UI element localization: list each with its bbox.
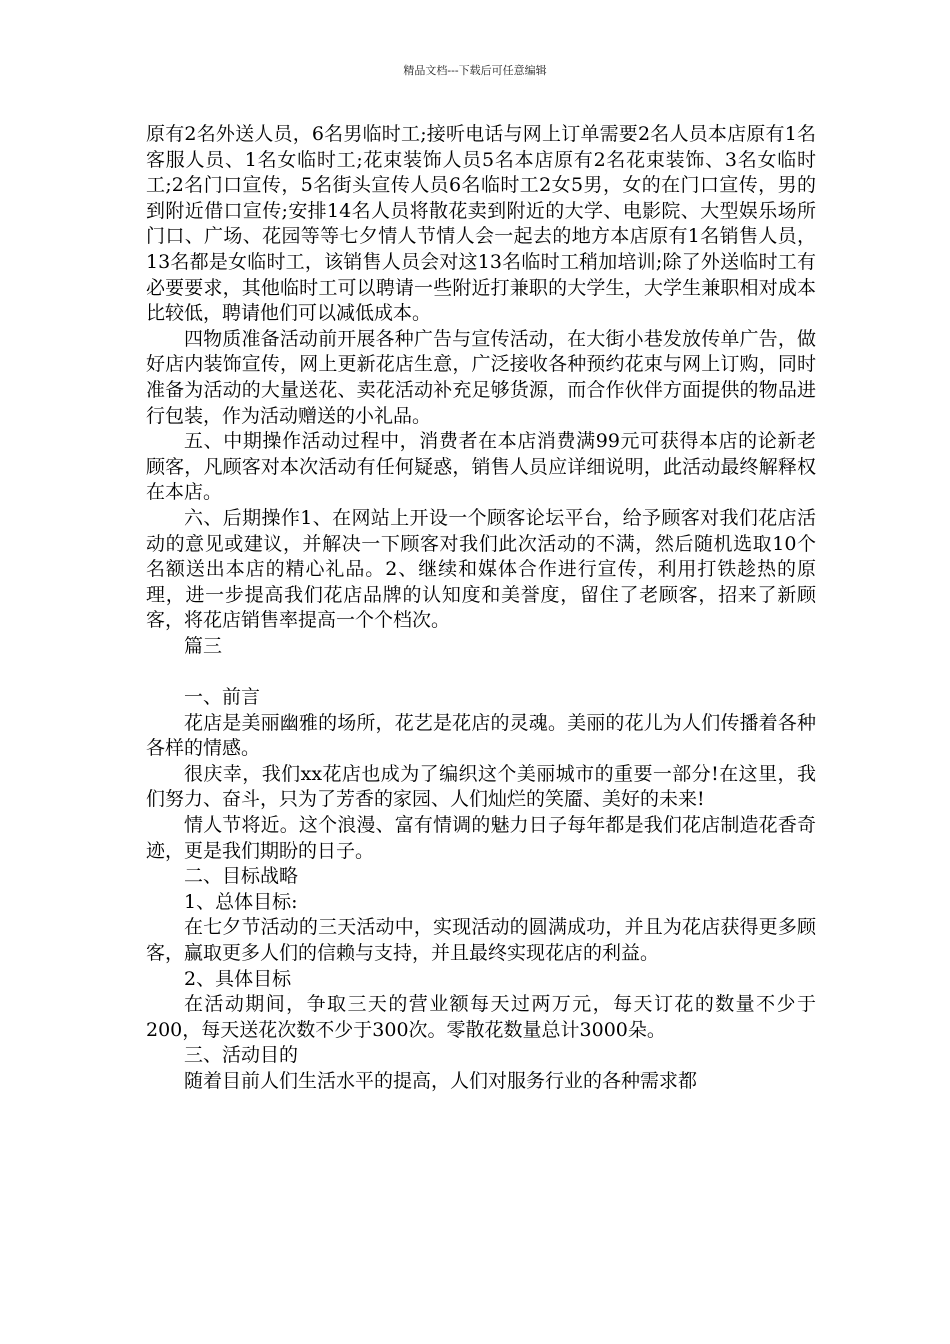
paragraph: 情人节将近。这个浪漫、富有情调的魅力日子每年都是我们花店制造花香奇迹，更是我们期盼的日子。 [146, 814, 816, 862]
paragraph: 篇三 [184, 634, 223, 657]
paragraph-spacer [146, 659, 816, 685]
paragraph: 一、前言 [184, 686, 261, 709]
paragraph: 随着目前人们生活水平的提高，人们对服务行业的各种需求都 [184, 1069, 698, 1092]
paragraph: 原有2名外送人员，6名男临时工;接听电话与网上订单需要2名人员本店原有1名客服人员、1名女临时工;花束装饰人员5名本店原有2名花束装饰、3名女临时工;2名门口宣传，5名街头宣传人员6名临时工2女5男，女的在门口宣传，男的到附近借口宣传;安排14名人员将散花卖到附近的大学、电影院、大型娱乐场所门口、广场、花园等等七夕情人节情人会一起去的地方本店原有1名销售人员，13名都是女临时工，该销售人员会对这13名临时工稍加培训;除了外送临时工有必要要求，其他临时工可以聘请一些附近打兼职的大学生，大学生兼职相对成本比较低，聘请他们可以减低成本。 [146, 123, 816, 325]
paragraph: 在活动期间，争取三天的营业额每天过两万元，每天订花的数量不少于200，每天送花次数不少于300次。零散花数量总计3000朵。 [146, 993, 816, 1041]
paragraph: 很庆幸，我们xx花店也成为了编织这个美丽城市的重要一部分!在这里，我们努力、奋斗，只为了芳香的家园、人们灿烂的笑靥、美好的未来! [146, 762, 816, 811]
paragraph: 五、中期操作活动过程中，消费者在本店消费满99元可获得本店的论新老顾客，凡顾客对本次活动有任何疑惑，销售人员应详细说明，此活动最终解释权在本店。 [146, 430, 816, 504]
paragraph: 二、目标战略 [184, 865, 299, 888]
paragraph: 花店是美丽幽雅的场所，花艺是花店的灵魂。美丽的花儿为人们传播着各种各样的情感。 [146, 711, 816, 760]
page-header: 精品文档---下载后可任意编辑 [403, 64, 547, 77]
paragraph: 1、总体目标: [184, 890, 298, 913]
paragraph: 三、活动目的 [184, 1044, 299, 1067]
paragraph: 四物质准备活动前开展各种广告与宣传活动，在大街小巷发放传单广告，做好店内装饰宣传，网上更新花店生意，广泛接收各种预约花束与网上订购，同时准备为活动的大量送花、卖花活动补充足够货源，而合作伙伴方面提供的物品进行包装，作为活动赠送的小礼品。 [146, 327, 816, 427]
document-body [146, 122, 816, 1095]
paragraph: 六、后期操作1、在网站上开设一个顾客论坛平台，给予顾客对我们花店活动的意见或建议，并解决一下顾客对我们此次活动的不满，然后随机选取10个名额送出本店的精心礼品。2、继续和媒体合作进行宣传，利用打铁趁热的原理，进一步提高我们花店品牌的认知度和美誉度，留住了老顾客，招来了新顾客，将花店销售率提高一个个档次。 [146, 506, 816, 632]
paragraph: 2、具体目标 [184, 967, 292, 990]
paragraph: 在七夕节活动的三天活动中，实现活动的圆满成功，并且为花店获得更多顾客，赢取更多人们的信赖与支持，并且最终实现花店的利益。 [146, 916, 816, 964]
